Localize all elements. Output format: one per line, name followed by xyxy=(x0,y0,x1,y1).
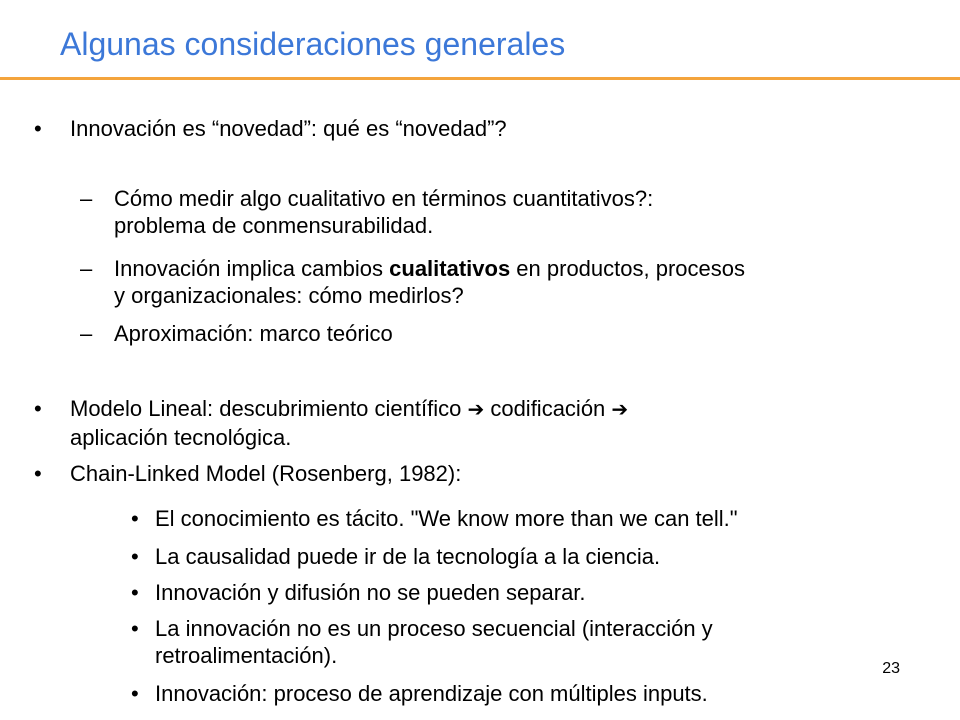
sub-bullet-text: La causalidad puede ir de la tecnología a la ciencia. xyxy=(155,544,661,569)
sub-bullet-text: El conocimiento es tácito. "We know more than we can tell." xyxy=(155,506,738,531)
bullet-line xyxy=(70,395,628,424)
bullet-chain-linked xyxy=(34,460,462,487)
bullet-marker: • xyxy=(131,681,139,706)
sub-bullet-cambios xyxy=(80,255,745,309)
sub-bullet-line: La innovación no es un proceso secuencial (interacción y xyxy=(155,616,713,641)
bullet-marker: • xyxy=(131,544,139,569)
bullet-line: aplicación tecnológica. xyxy=(70,425,292,450)
sub-bullet-line: retroalimentación). xyxy=(155,643,338,668)
bullet-marker: • xyxy=(131,506,139,531)
bullet-text: Innovación es “novedad”: qué es “novedad”? xyxy=(70,116,507,141)
text-fragment: Modelo Lineal: descubrimiento científico xyxy=(70,396,468,421)
sub-bullet-line: problema de conmensurabilidad. xyxy=(114,213,434,238)
bullet-marker: • xyxy=(34,461,42,486)
bullet-novedad xyxy=(34,115,507,142)
dash-marker: – xyxy=(80,256,93,281)
bullet-marker: • xyxy=(34,116,42,141)
bullet-marker: • xyxy=(34,396,42,421)
sub-bullet-line: y organizacionales: cómo medirlos? xyxy=(114,283,464,308)
sub-bullet-text: Aproximación: marco teórico xyxy=(114,321,393,346)
dash-marker: – xyxy=(80,186,93,211)
sub-bullet-aproximacion xyxy=(80,320,393,347)
sub-bullet-difusion xyxy=(131,579,586,606)
bullet-marker: • xyxy=(131,616,139,641)
arrow-right-icon: ➔ xyxy=(467,399,485,421)
text-fragment: en productos, procesos xyxy=(510,256,745,281)
text-fragment: Innovación implica cambios xyxy=(114,256,390,281)
title-divider xyxy=(0,77,960,80)
arrow-right-icon: ➔ xyxy=(611,399,629,421)
bullet-text: Chain-Linked Model (Rosenberg, 1982): xyxy=(70,461,462,486)
sub-bullet-medir xyxy=(80,185,654,239)
bold-text: cualitativos xyxy=(389,256,511,281)
bullet-marker: • xyxy=(131,580,139,605)
dash-marker: – xyxy=(80,321,93,346)
page-number: 23 xyxy=(882,660,900,677)
text-fragment: codificación xyxy=(484,396,612,421)
sub-bullet-aprendizaje xyxy=(131,680,708,707)
bullet-modelo-lineal xyxy=(34,395,629,451)
sub-bullet-text: Innovación y difusión no se pueden separar. xyxy=(155,580,586,605)
sub-bullet-line xyxy=(114,255,745,282)
sub-bullet-tacito xyxy=(131,505,738,532)
sub-bullet-causalidad xyxy=(131,543,661,570)
slide-title: Algunas consideraciones generales xyxy=(60,26,566,62)
sub-bullet-text: Innovación: proceso de aprendizaje con múltiples inputs. xyxy=(155,681,708,706)
sub-bullet-line: Cómo medir algo cualitativo en términos cuantitativos?: xyxy=(114,186,654,211)
sub-bullet-secuencial xyxy=(131,615,713,669)
